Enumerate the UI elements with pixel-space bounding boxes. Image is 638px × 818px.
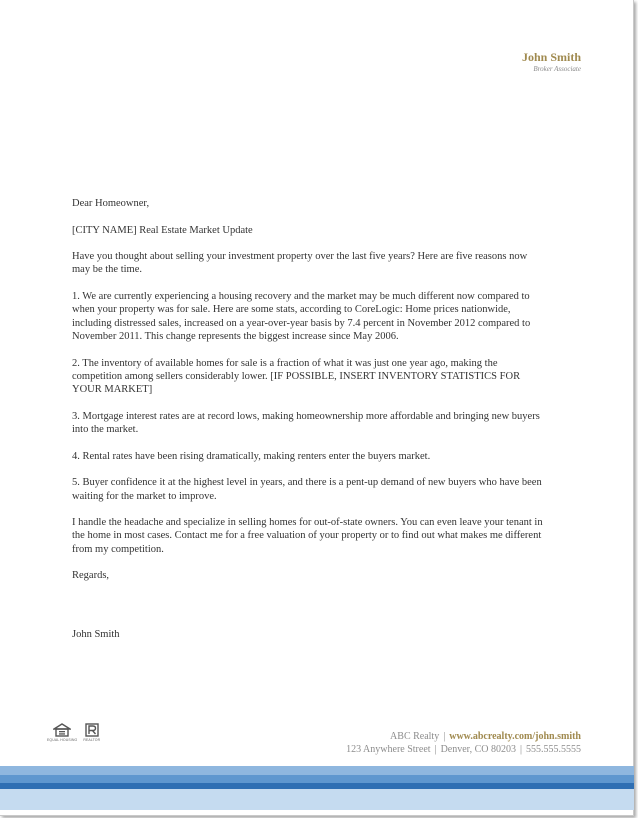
phone-number: 555.555.5555 xyxy=(526,744,581,755)
equal-housing-opportunity-icon xyxy=(53,723,71,737)
pitch-paragraph: I handle the headache and specialize in selling homes for out-of-state owners. You can even leave your tenant in the home in most cases. Contact me for a free valuation of your property or to find out what makes me different from my competition. xyxy=(72,517,543,555)
reason-2: 2. The inventory of available homes for sale is a fraction of what it was just one year ago, making the competition among sellers considerably lower. [IF POSSIBLE, INSERT INVENTORY STATISTICS FOR YOUR MARKET] xyxy=(72,357,521,396)
realtor-logo xyxy=(83,723,100,742)
letterhead xyxy=(522,50,581,74)
website-link[interactable]: www.abcrealty.com/john.smith xyxy=(449,731,581,742)
company-name: ABC Realty xyxy=(390,731,440,742)
reason-4: 4. Rental rates have been rising dramatically, making renters enter the buyers market. xyxy=(72,450,431,462)
letter-body xyxy=(72,197,547,654)
equal-housing-logo xyxy=(47,723,77,742)
footer-separator: | xyxy=(519,744,522,755)
agent-title: Broker Associate xyxy=(533,65,581,73)
reason-1: 1. We are currently experiencing a housing recovery and the market may be much different now compared to when your property was for sale. Here are some stats, according to CoreLogic: Home prices nationwide, including distressed sales, increased on a year-over-year basis by 7.4 percent in November 2012 compared to November 2011. This change represents the biggest increase since May 2006. xyxy=(72,291,531,342)
footer-separator: | xyxy=(443,731,446,742)
street-address: 123 Anywhere Street xyxy=(346,744,431,755)
salutation: Dear Homeowner, xyxy=(72,198,150,209)
band-mid xyxy=(0,775,634,783)
closing: Regards, xyxy=(72,570,110,582)
footer-color-bands xyxy=(0,766,634,810)
equal-housing-caption: EQUAL HOUSING xyxy=(47,738,78,742)
footer-separator: | xyxy=(434,744,437,755)
footer-logos xyxy=(47,723,100,742)
realtor-icon xyxy=(85,723,99,737)
intro-paragraph: Have you thought about selling your investment property over the last five years? Here are five reasons now may be the time. xyxy=(72,251,528,276)
band-pale xyxy=(0,789,634,810)
band-light xyxy=(0,766,634,775)
agent-name: John Smith xyxy=(521,50,581,64)
subject-line: [CITY NAME] Real Estate Market Update xyxy=(72,224,253,236)
city-address: Denver, CO 80203 xyxy=(440,744,516,755)
signature: John Smith xyxy=(72,628,120,640)
reason-3: 3. Mortgage interest rates are at record lows, making homeownership more affordable and bringing new buyers into the market. xyxy=(72,410,540,436)
realtor-caption: REALTOR xyxy=(83,738,101,742)
footer-contact xyxy=(346,730,581,756)
footer-line-2 xyxy=(346,743,581,756)
reason-5: 5. Buyer confidence it at the highest level in years, and there is a pent-up demand of new buyers who have been waiting for the market to improve. xyxy=(72,477,542,502)
footer-line-1 xyxy=(346,730,581,743)
